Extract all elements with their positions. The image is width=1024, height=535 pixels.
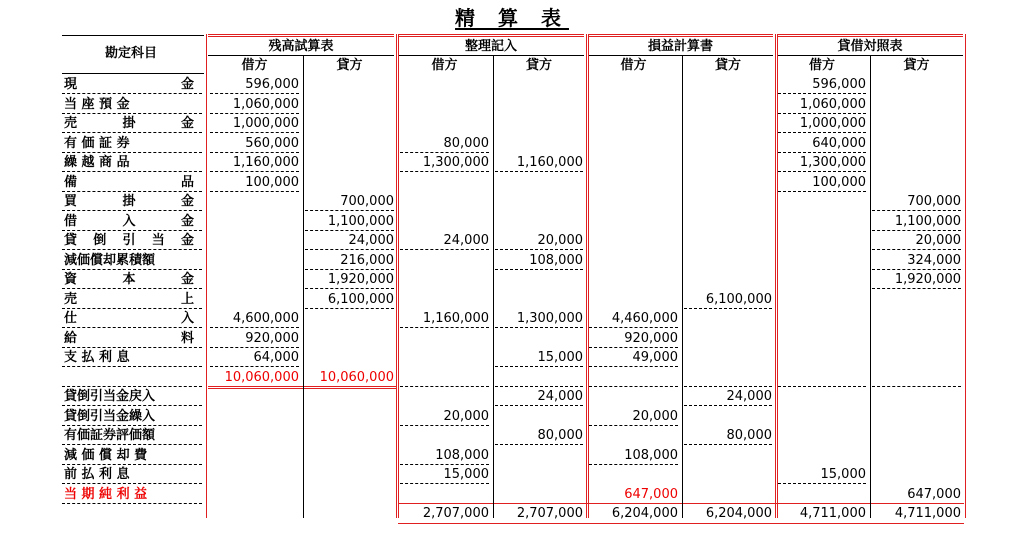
amount-cell xyxy=(303,114,396,133)
header-account: 勘定科目 xyxy=(104,46,157,61)
row-rule xyxy=(62,366,202,367)
amount-cell xyxy=(776,348,868,367)
account-name: 有価証券評価額 xyxy=(64,428,156,443)
amount-cell xyxy=(682,251,774,270)
amount-cell xyxy=(682,446,774,465)
amount-cell: 20,000 xyxy=(632,408,678,424)
amount-cell xyxy=(398,75,491,94)
amount-cell: 700,000 xyxy=(907,194,961,209)
amount-cell: 24,000 xyxy=(348,233,394,248)
amount-cell: 2,707,000 xyxy=(516,506,583,521)
amount-cell: 80,000 xyxy=(726,428,772,443)
amount-cell xyxy=(587,290,680,309)
amount-cell xyxy=(303,407,396,426)
amount-cell xyxy=(493,270,585,289)
amount-cell xyxy=(682,368,774,387)
column-divider-3 xyxy=(682,56,683,518)
amount-cell: 1,300,000 xyxy=(799,155,866,170)
account-name: 当 期 純 利 益 xyxy=(64,486,148,502)
amount-cell xyxy=(208,192,301,211)
column-divider-1 xyxy=(303,56,304,518)
amount-cell: 1,000,000 xyxy=(232,116,299,131)
grand-total-top xyxy=(398,503,964,504)
amount-cell xyxy=(870,387,963,406)
amount-cell: 640,000 xyxy=(812,135,866,151)
amount-cell xyxy=(776,387,868,406)
amount-cell xyxy=(870,134,963,153)
header-credit-2: 貸方 xyxy=(525,58,552,73)
amount-cell: 4,460,000 xyxy=(611,311,678,326)
amount-cell xyxy=(682,270,774,289)
amount-cell xyxy=(870,426,963,445)
amount-cell xyxy=(587,212,680,231)
amount-cell xyxy=(682,114,774,133)
amount-cell: 1,300,000 xyxy=(516,311,583,326)
amount-cell xyxy=(208,231,301,250)
amount-cell xyxy=(493,114,585,133)
amount-cell xyxy=(870,309,963,328)
amount-cell xyxy=(398,251,491,270)
account-name: 繰 越 商 品 xyxy=(64,155,130,170)
account-name: 貸倒引当金繰入 xyxy=(64,408,156,424)
amount-cell: 6,204,000 xyxy=(611,506,678,521)
amount-cell: 1,300,000 xyxy=(422,155,489,170)
amount-cell: 216,000 xyxy=(340,252,394,268)
header-top-rule xyxy=(62,35,204,36)
amount-cell xyxy=(776,329,868,348)
amount-cell: 15,000 xyxy=(537,350,583,365)
amount-cell xyxy=(587,75,680,94)
amount-cell xyxy=(493,446,585,465)
amount-cell xyxy=(208,251,301,270)
account-name: 買 掛 金 xyxy=(64,194,194,209)
amount-cell xyxy=(587,231,680,250)
amount-cell xyxy=(870,114,963,133)
amount-cell xyxy=(682,465,774,484)
amount-cell xyxy=(587,465,680,484)
amount-cell xyxy=(682,309,774,328)
amount-cell: 920,000 xyxy=(624,330,678,346)
amount-cell xyxy=(208,426,301,445)
amount-cell: 49,000 xyxy=(632,350,678,365)
amount-cell xyxy=(208,465,301,484)
amount-cell xyxy=(587,368,680,387)
amount-cell xyxy=(208,212,301,231)
amount-cell: 1,060,000 xyxy=(799,96,866,112)
amount-cell xyxy=(493,192,585,211)
amount-cell: 108,000 xyxy=(435,447,489,463)
amount-cell xyxy=(303,309,396,328)
amount-cell xyxy=(870,290,963,309)
amount-cell xyxy=(398,348,491,367)
amount-cell xyxy=(208,387,301,406)
amount-cell xyxy=(587,387,680,406)
amount-cell xyxy=(870,407,963,426)
amount-cell xyxy=(682,485,774,504)
amount-cell: 15,000 xyxy=(443,467,489,482)
trial-total-rule2 xyxy=(208,388,396,389)
amount-cell xyxy=(493,485,585,504)
group-divider-2 xyxy=(396,34,397,518)
amount-cell xyxy=(208,485,301,504)
amount-cell xyxy=(398,485,491,504)
group-top-rule2-4 xyxy=(777,36,963,37)
amount-cell xyxy=(398,426,491,445)
amount-cell: 100,000 xyxy=(812,174,866,190)
amount-cell xyxy=(682,75,774,94)
amount-cell: 20,000 xyxy=(915,233,961,248)
amount-cell: 80,000 xyxy=(537,428,583,443)
amount-cell xyxy=(303,465,396,484)
group-divider-4 xyxy=(775,34,776,518)
amount-cell: 2,707,000 xyxy=(422,506,489,521)
group-top-rule2-2 xyxy=(398,36,584,37)
amount-cell xyxy=(587,134,680,153)
amount-cell: 1,060,000 xyxy=(232,96,299,112)
amount-cell: 700,000 xyxy=(340,194,394,209)
account-name: 貸倒引当金 xyxy=(64,233,194,248)
group-divider-3 xyxy=(586,34,587,518)
account-name: 減 価 償 却 費 xyxy=(64,447,148,463)
amount-cell xyxy=(870,446,963,465)
amount-cell xyxy=(493,75,585,94)
amount-cell: 647,000 xyxy=(624,486,678,502)
group-top-rule-2 xyxy=(398,34,584,35)
amount-cell xyxy=(776,485,868,504)
account-name: 売 掛 金 xyxy=(64,116,194,131)
page-title: 精 算 表 xyxy=(455,6,569,30)
amount-cell: 1,160,000 xyxy=(516,155,583,170)
amount-cell xyxy=(303,485,396,504)
amount-cell xyxy=(682,348,774,367)
account-name: 当 座 預 金 xyxy=(64,96,130,112)
amount-cell xyxy=(587,270,680,289)
amount-cell xyxy=(303,446,396,465)
amount-cell xyxy=(776,251,868,270)
header-group-1: 残高試算表 xyxy=(268,39,334,54)
amount-cell xyxy=(682,173,774,192)
amount-cell xyxy=(303,348,396,367)
column-divider-2 xyxy=(493,56,494,518)
amount-cell xyxy=(870,368,963,387)
account-name: 減価償却累積額 xyxy=(64,252,156,268)
amount-cell: 920,000 xyxy=(245,330,299,346)
amount-cell xyxy=(208,407,301,426)
group-divider-1 xyxy=(206,34,207,518)
column-divider-4 xyxy=(870,56,871,518)
amount-cell xyxy=(870,329,963,348)
amount-cell xyxy=(870,173,963,192)
amount-cell xyxy=(587,251,680,270)
amount-cell: 15,000 xyxy=(820,467,866,482)
amount-cell: 4,711,000 xyxy=(799,506,866,521)
amount-cell xyxy=(303,387,396,406)
amount-cell: 24,000 xyxy=(726,389,772,404)
amount-cell xyxy=(493,134,585,153)
header-debit-1: 借方 xyxy=(241,58,268,73)
amount-cell xyxy=(776,309,868,328)
amount-cell xyxy=(398,173,491,192)
amount-cell: 1,160,000 xyxy=(422,311,489,326)
header-credit-3: 貸方 xyxy=(714,58,741,73)
header-debit-4: 借方 xyxy=(808,58,835,73)
amount-cell: 6,100,000 xyxy=(705,291,772,307)
amount-cell xyxy=(587,426,680,445)
amount-cell xyxy=(303,153,396,172)
amount-cell: 1,160,000 xyxy=(232,155,299,170)
amount-cell xyxy=(587,192,680,211)
amount-cell xyxy=(398,368,491,387)
amount-cell xyxy=(303,173,396,192)
amount-cell: 1,100,000 xyxy=(894,213,961,229)
amount-cell xyxy=(870,95,963,114)
amount-cell: 24,000 xyxy=(537,389,583,404)
amount-cell xyxy=(398,387,491,406)
header-credit-1: 貸方 xyxy=(336,58,363,73)
amount-cell xyxy=(398,329,491,348)
amount-cell xyxy=(870,348,963,367)
group-mid-rule-3 xyxy=(588,55,773,56)
amount-cell xyxy=(493,173,585,192)
amount-cell xyxy=(398,212,491,231)
amount-cell xyxy=(870,465,963,484)
account-name: 売 上 xyxy=(64,291,194,307)
amount-cell xyxy=(398,270,491,289)
amount-cell xyxy=(776,192,868,211)
amount-cell xyxy=(493,407,585,426)
amount-cell: 647,000 xyxy=(907,486,961,502)
amount-cell xyxy=(870,75,963,94)
amount-cell xyxy=(682,212,774,231)
amount-cell xyxy=(682,95,774,114)
amount-cell xyxy=(587,95,680,114)
group-top-rule-4 xyxy=(777,34,963,35)
amount-cell: 108,000 xyxy=(624,447,678,463)
amount-cell xyxy=(303,134,396,153)
amount-cell xyxy=(208,290,301,309)
account-name: 支 払 利 息 xyxy=(64,350,130,365)
amount-cell xyxy=(303,329,396,348)
group-divider-inner-2 xyxy=(398,34,399,518)
group-divider-inner-4 xyxy=(777,34,778,518)
amount-cell: 64,000 xyxy=(253,350,299,365)
amount-cell: 108,000 xyxy=(529,252,583,268)
amount-cell xyxy=(587,153,680,172)
amount-cell xyxy=(776,368,868,387)
amount-cell: 596,000 xyxy=(245,77,299,92)
account-name: 仕 入 xyxy=(64,311,194,326)
header-bottom-rule xyxy=(62,73,204,74)
amount-cell: 6,204,000 xyxy=(705,506,772,521)
amount-cell: 20,000 xyxy=(443,408,489,424)
amount-cell: 10,060,000 xyxy=(224,369,299,385)
amount-cell: 1,920,000 xyxy=(894,272,961,287)
amount-cell: 6,100,000 xyxy=(327,291,394,307)
group-top-rule2-1 xyxy=(208,36,394,37)
amount-cell xyxy=(398,114,491,133)
amount-cell xyxy=(398,192,491,211)
amount-cell xyxy=(303,504,396,523)
amount-cell xyxy=(493,95,585,114)
header-group-3: 損益計算書 xyxy=(647,39,713,54)
amount-cell xyxy=(208,446,301,465)
amount-cell xyxy=(208,504,301,523)
amount-cell xyxy=(870,153,963,172)
amount-cell xyxy=(398,95,491,114)
account-name: 資 本 金 xyxy=(64,272,194,287)
amount-cell xyxy=(303,75,396,94)
group-divider-inner-3 xyxy=(588,34,589,518)
group-mid-rule-1 xyxy=(208,55,394,56)
group-top-rule2-3 xyxy=(588,36,773,37)
amount-cell xyxy=(776,446,868,465)
amount-cell: 20,000 xyxy=(537,233,583,248)
row-rule xyxy=(62,503,202,504)
amount-cell xyxy=(682,134,774,153)
account-name: 備 品 xyxy=(64,174,194,190)
amount-cell xyxy=(398,290,491,309)
amount-cell xyxy=(776,407,868,426)
group-divider-5 xyxy=(965,34,966,518)
amount-cell: 324,000 xyxy=(907,252,961,268)
header-debit-2: 借方 xyxy=(431,58,458,73)
amount-cell xyxy=(682,192,774,211)
amount-cell xyxy=(208,270,301,289)
amount-cell: 4,711,000 xyxy=(894,506,961,521)
account-name: 現 金 xyxy=(64,77,194,92)
account-name: 貸倒引当金戻入 xyxy=(64,389,156,404)
amount-cell: 560,000 xyxy=(245,135,299,151)
amount-cell xyxy=(776,290,868,309)
trial-total-rule xyxy=(208,386,396,387)
amount-cell: 80,000 xyxy=(443,135,489,151)
amount-cell xyxy=(303,426,396,445)
amount-cell xyxy=(493,329,585,348)
amount-cell xyxy=(682,407,774,426)
amount-cell xyxy=(303,95,396,114)
amount-cell xyxy=(776,231,868,250)
amount-cell xyxy=(493,465,585,484)
group-top-rule-3 xyxy=(588,34,773,35)
amount-cell: 1,920,000 xyxy=(327,272,394,287)
amount-cell xyxy=(682,231,774,250)
header-group-4: 貸借対照表 xyxy=(837,39,903,54)
grand-total-bottom xyxy=(398,523,964,524)
amount-cell: 596,000 xyxy=(812,77,866,92)
amount-cell: 4,600,000 xyxy=(232,311,299,326)
group-top-rule-1 xyxy=(208,34,394,35)
amount-cell: 1,000,000 xyxy=(799,116,866,131)
header-debit-3: 借方 xyxy=(620,58,647,73)
amount-cell: 10,060,000 xyxy=(319,369,394,385)
group-mid-rule-2 xyxy=(398,55,584,56)
amount-cell xyxy=(493,212,585,231)
account-name: 前 払 利 息 xyxy=(64,467,130,482)
account-name: 給 料 xyxy=(64,330,194,346)
amount-cell xyxy=(682,329,774,348)
amount-cell xyxy=(776,426,868,445)
account-name: 借 入 金 xyxy=(64,213,194,229)
amount-cell xyxy=(776,212,868,231)
amount-cell xyxy=(682,153,774,172)
amount-cell xyxy=(587,173,680,192)
amount-cell: 100,000 xyxy=(245,174,299,190)
account-name: 有 価 証 券 xyxy=(64,135,130,151)
amount-cell xyxy=(776,270,868,289)
amount-cell: 24,000 xyxy=(443,233,489,248)
amount-cell xyxy=(493,290,585,309)
header-group-2: 整理記入 xyxy=(464,39,517,54)
amount-cell: 1,100,000 xyxy=(327,213,394,229)
amount-cell xyxy=(493,368,585,387)
amount-cell xyxy=(587,114,680,133)
header-credit-4: 貸方 xyxy=(903,58,930,73)
